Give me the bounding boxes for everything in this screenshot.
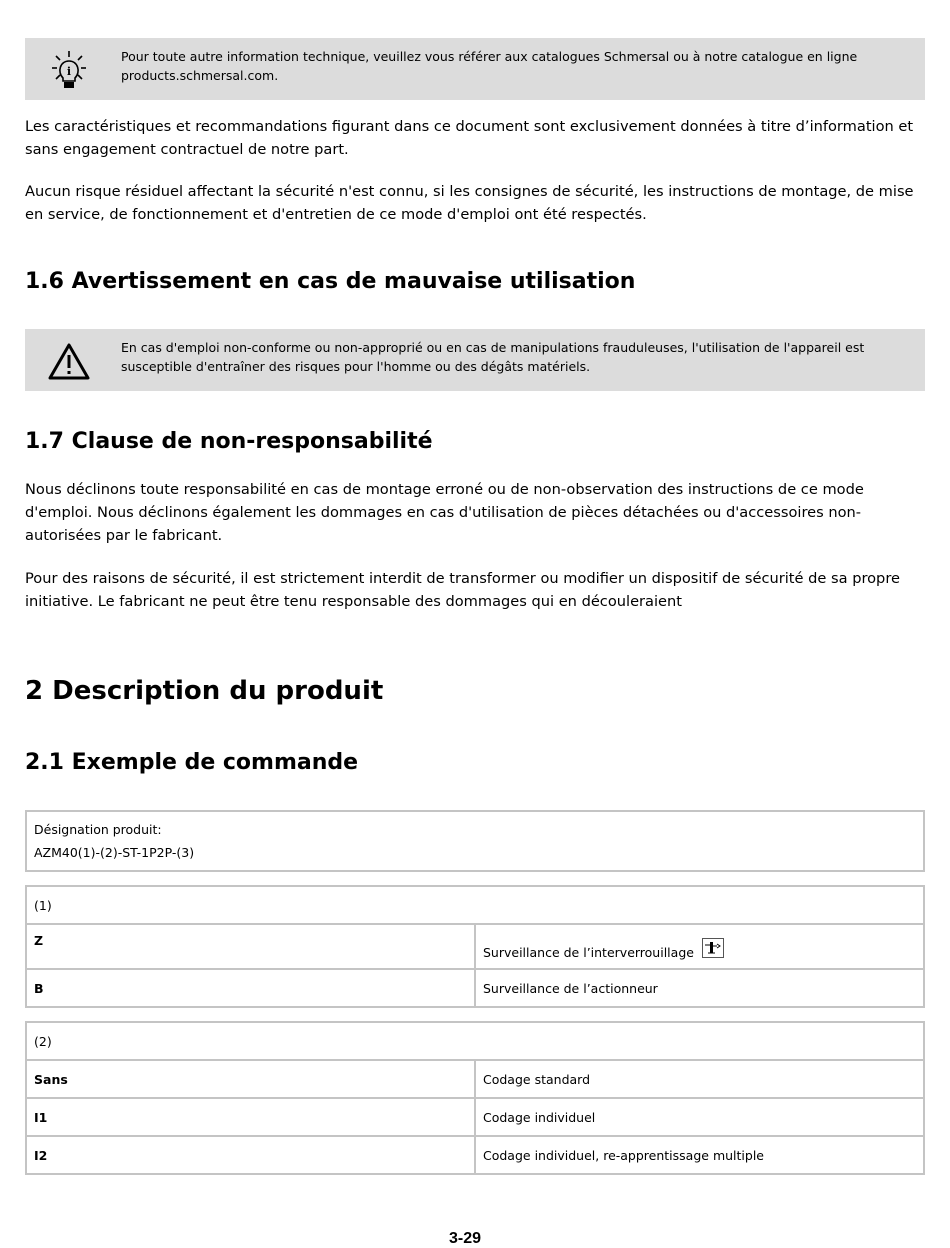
page-number: 3-29 <box>448 1230 482 1247</box>
option-code: I1 <box>26 1098 475 1136</box>
interlock-monitoring-icon <box>702 938 724 958</box>
info-note-line2: products.schmersal.com. <box>121 68 279 83</box>
warning-line2: susceptible d'entraîner des risques pour l'homme ou des dégâts matériels. <box>121 359 591 374</box>
paragraph-residual-risk: Aucun risque résiduel affectant la sécurité n'est connu, si les consignes de sécurité, les instructions de montage, de mise en service, de fonctionnement et d'entretien de ce mode d'emploi ont été respectés. <box>25 183 914 223</box>
info-note <box>25 38 925 100</box>
lightbulb-info-icon <box>47 50 91 90</box>
warning-triangle-icon <box>47 341 91 381</box>
paragraph-info-disclaimer: Les caractéristiques et recommandations figurant dans ce document sont exclusivement données à titre d’information et sans engagement contractuel de notre part. <box>25 118 914 158</box>
table-header: (1) <box>26 886 924 924</box>
option-code: Z <box>26 924 475 969</box>
option-desc: Codage individuel <box>475 1098 924 1136</box>
table-header: (2) <box>26 1022 924 1060</box>
table-row <box>26 1136 924 1174</box>
heading-1-6: 1.6 Avertissement en cas de mauvaise utilisation <box>25 269 636 294</box>
table-row <box>26 1060 924 1098</box>
option-desc: Surveillance de l’actionneur <box>475 969 924 1007</box>
designation-label: Désignation produit: <box>34 822 162 837</box>
option-desc: Codage standard <box>475 1060 924 1098</box>
paragraph-modification: Pour des raisons de sécurité, il est strictement interdit de transformer ou modifier un dispositif de sécurité de sa propre initiative. Le fabricant ne peut être tenu responsable des dommages qui en découleraient <box>25 570 900 610</box>
warning-note <box>25 329 925 391</box>
svg-text:i: i <box>66 65 72 78</box>
heading-1-7: 1.7 Clause de non-responsabilité <box>25 429 433 454</box>
heading-2: 2 Description du produit <box>25 676 384 706</box>
table-row <box>26 924 924 969</box>
warning-line1: En cas d'emploi non-conforme ou non-approprié ou en cas de manipulations frauduleuses, l'utilisation de l'appareil est <box>121 340 865 355</box>
option-desc: Codage individuel, re-apprentissage multiple <box>475 1136 924 1174</box>
option-table-1 <box>25 885 925 1008</box>
option-code: Sans <box>26 1060 475 1098</box>
option-table-2 <box>25 1021 925 1175</box>
info-note-line1: Pour toute autre information technique, veuillez vous référer aux catalogues Schmersal ou à notre catalogue en ligne <box>121 49 858 64</box>
designation-table <box>25 810 925 872</box>
designation-value: AZM40(1)-(2)-ST-1P2P-(3) <box>34 845 195 860</box>
paragraph-liability: Nous déclinons toute responsabilité en cas de montage erroné ou de non-observation des instructions de ce mode d'emploi. Nous déclinons également les dommages en cas d'utilisation de pièces détachées ou d'accessoires non-autorisées par le fabricant. <box>25 481 864 544</box>
heading-2-1: 2.1 Exemple de commande <box>25 750 359 775</box>
option-code: I2 <box>26 1136 475 1174</box>
table-row <box>26 1098 924 1136</box>
table-row <box>26 969 924 1007</box>
option-desc: Surveillance de l’interverrouillage <box>483 945 694 960</box>
option-code: B <box>26 969 475 1007</box>
